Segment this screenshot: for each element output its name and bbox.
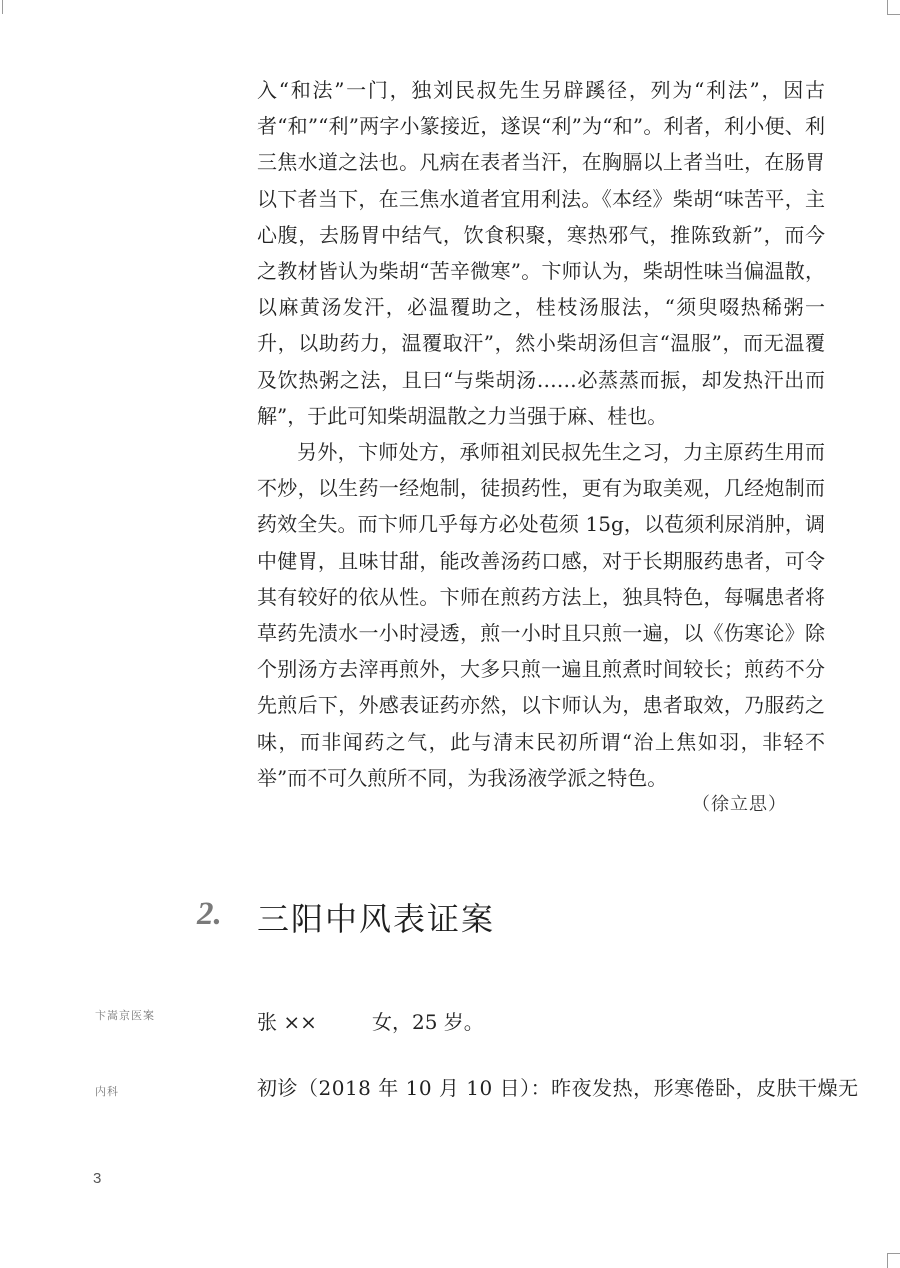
crop-mark-top-left [2, 0, 3, 14]
first-visit-text: 初诊（2018 年 10 月 10 日）：昨夜发热，形寒倦卧，皮肤干燥无 [257, 1076, 859, 1100]
commentary-text [257, 72, 825, 796]
crop-mark-bottom-right-horizontal [887, 1253, 900, 1254]
patient-name: 张 ×× [257, 1010, 317, 1034]
patient-info: 女，25 岁。 [372, 1010, 484, 1034]
section-number: 2. [197, 896, 222, 932]
commentary-paragraph-1: 入“和法”一门，独刘民叔先生另辟蹊径，列为“利法”，因古者“和”“利”两字小篆接近，遂误“利”为“和”。利者，利小便、利三焦水道之法也。凡病在表者当汗，在胸膈以上者当吐，在肠胃以下者当下，在三焦水道者宜用利法。《本经》柴胡“味苦平，主心腹，去肠胃中结气，饮食积聚，寒热邪气，推陈致新”，而今之教材皆认为柴胡“苦辛微寒”。卞师认为，柴胡性味当偏温散，以麻黄汤发汗，必温覆助之，桂枝汤服法，“须臾啜热稀粥一升，以助药力，温覆取汗”，然小柴胡汤但言“温服”，而无温覆及饮热粥之法，且曰“与柴胡汤……必蒸蒸而振，却发热汗出而解”，于此可知柴胡温散之力当强于麻、桂也。 [257, 78, 825, 428]
crop-mark-top-right-vertical [887, 0, 888, 14]
section-title: 三阳中风表证案 [257, 900, 496, 938]
side-label-department: 内科 [95, 1085, 119, 1098]
author-signature: （徐立思） [692, 794, 787, 815]
commentary-paragraph-2: 另外，卞师处方，承师祖刘民叔先生之习，力主原药生用而不炒，以生药一经炮制，徒损药性，更有为取美观，几经炮制而药效全失。而卞师几乎每方必处苞须 15g，以苞须利尿消肿，调中健胃，且味甘甜，能改善汤药口感，对于长期服药患者，可令其有较好的依从性。卞师在煎药方法上，独具特色，每嘱患者将草药先渍水一小时浸透，煎一小时且只煎一遍，以《伤寒论》除个别汤方去滓再煎外，大多只煎一遍且煎煮时间较长；煎药不分先煎后下，外感表证药亦然，以卞师认为，患者取效，乃服药之味，而非闻药之气，此与清末民初所谓“治上焦如羽，非轻不举”而不可久煎所不同，为我汤液学派之特色。 [257, 440, 825, 790]
side-label-case-source: 卞嵩京医案 [95, 1009, 155, 1022]
crop-mark-top-right-horizontal [887, 14, 900, 15]
page-number: 3 [93, 1170, 102, 1187]
crop-mark-bottom-right-vertical [887, 1254, 888, 1268]
